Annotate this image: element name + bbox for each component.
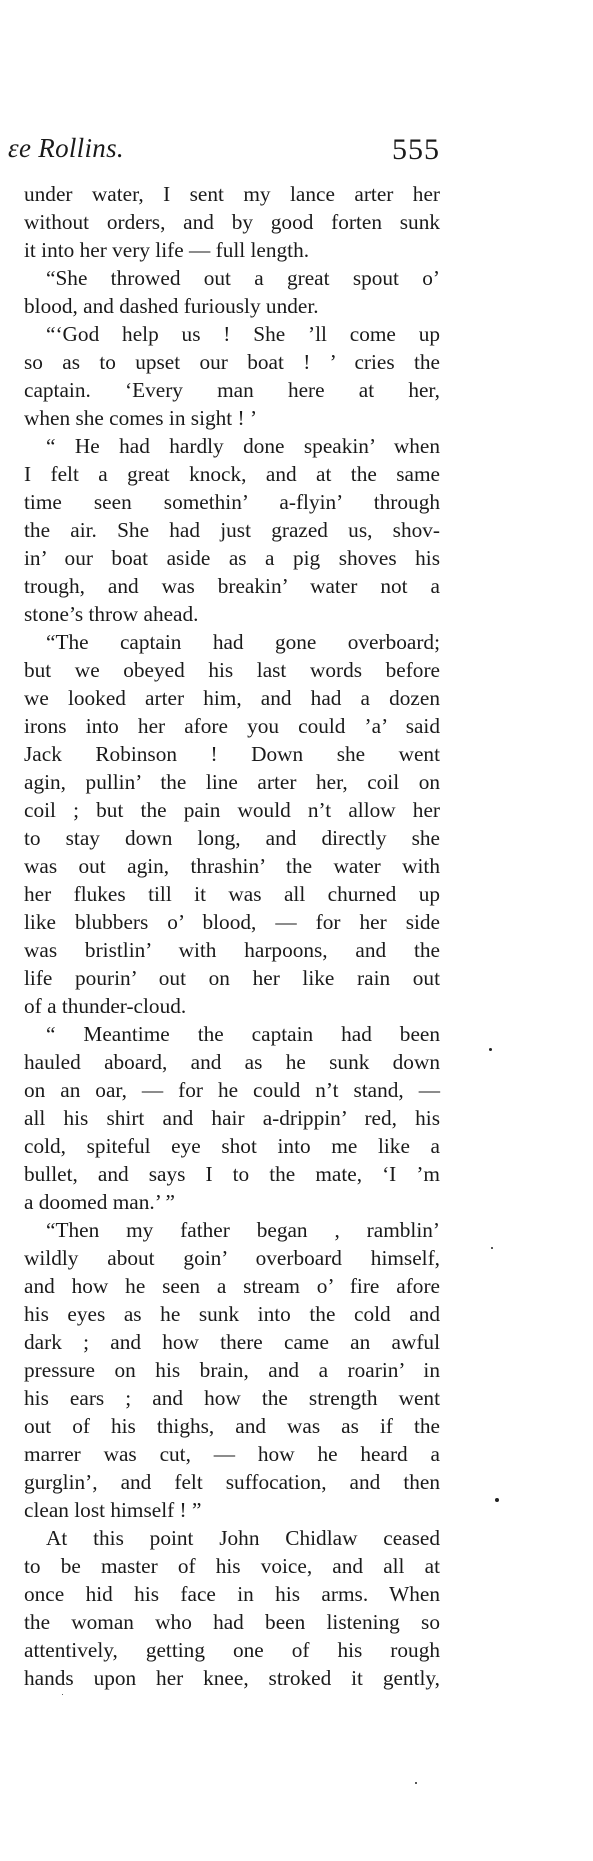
text-line: of a thunder-cloud. — [24, 994, 187, 1018]
text-line: all his shirt and hair a-drippin’ red, his — [24, 1106, 440, 1130]
text-line: was bristlin’ with harpoons, and the — [24, 938, 440, 962]
text-line: hands upon her knee, stroked it gently, — [24, 1666, 440, 1690]
text-line: out of his thighs, and was as if the — [24, 1414, 440, 1438]
scan-speck — [62, 1694, 63, 1695]
text-line: without orders, and by good forten sunk — [24, 210, 440, 234]
text-line: “ He had hardly done speakin’ when — [46, 434, 440, 458]
text-line: the air. She had just grazed us, shov- — [24, 518, 440, 542]
text-line: blood, and dashed furiously under. — [24, 294, 319, 318]
text-line: so as to upset our boat ! ’ cries the — [24, 350, 440, 374]
text-line: captain. ‘Every man here at her, — [24, 378, 440, 402]
text-line: “She throwed out a great spout o’ — [46, 266, 440, 290]
text-line: once hid his face in his arms. When — [24, 1582, 440, 1606]
text-line: hauled aboard, and as he sunk down — [24, 1050, 440, 1074]
text-line: his eyes as he sunk into the cold and — [24, 1302, 440, 1326]
text-line: to be master of his voice, and all at — [24, 1554, 440, 1578]
text-line: was out agin, thrashin’ the water with — [24, 854, 440, 878]
text-line: stone’s throw ahead. — [24, 602, 199, 626]
text-line: irons into her afore you could ’a’ said — [24, 714, 440, 738]
text-line: her flukes till it was all churned up — [24, 882, 440, 906]
text-line: pressure on his brain, and a roarin’ in — [24, 1358, 440, 1382]
text-line: “‘God help us ! She ’ll come up — [46, 322, 440, 346]
text-line: bullet, and says I to the mate, ‘I ’m — [24, 1162, 440, 1186]
scan-speck — [495, 1498, 499, 1502]
text-line: like blubbers o’ blood, — for her side — [24, 910, 440, 934]
body-text — [24, 180, 440, 1692]
text-line: “Then my father began , ramblin’ — [46, 1218, 440, 1242]
running-title: ɛe Rollins. — [8, 133, 124, 163]
text-line: under water, I sent my lance arter her — [24, 182, 440, 206]
text-line: attentively, getting one of his rough — [24, 1638, 440, 1662]
text-line: coil ; but the pain would n’t allow her — [24, 798, 440, 822]
text-line: and how he seen a stream o’ fire afore — [24, 1274, 440, 1298]
text-line: cold, spiteful eye shot into me like a — [24, 1134, 440, 1158]
scan-speck — [415, 1782, 417, 1784]
text-line: clean lost himself ! ” — [24, 1498, 202, 1522]
text-line: his ears ; and how the strength went — [24, 1386, 440, 1410]
text-line: gurglin’, and felt suffocation, and then — [24, 1470, 440, 1494]
text-line: wildly about goin’ overboard himself, — [24, 1246, 440, 1270]
text-line: a doomed man.’ ” — [24, 1190, 175, 1214]
scan-speck — [489, 1048, 492, 1051]
running-head — [0, 133, 440, 173]
text-line: At this point John Chidlaw ceased — [46, 1526, 440, 1550]
text-line: on an oar, — for he could n’t stand, — — [24, 1078, 440, 1102]
text-line: when she comes in sight ! ’ — [24, 406, 258, 430]
text-line: Jack Robinson ! Down she went — [24, 742, 440, 766]
text-line: agin, pullin’ the line arter her, coil on — [24, 770, 440, 794]
scan-speck — [491, 1247, 493, 1249]
text-line: dark ; and how there came an awful — [24, 1330, 440, 1354]
page-number: 555 — [392, 133, 440, 166]
text-line: to stay down long, and directly she — [24, 826, 440, 850]
text-line: trough, and was breakin’ water not a — [24, 574, 440, 598]
text-line: life pourin’ out on her like rain out — [24, 966, 440, 990]
text-line: but we obeyed his last words before — [24, 658, 440, 682]
text-line: marrer was cut, — how he heard a — [24, 1442, 440, 1466]
text-line: “The captain had gone overboard; — [46, 630, 440, 654]
text-line: in’ our boat aside as a pig shoves his — [24, 546, 440, 570]
text-line: the woman who had been listening so — [24, 1610, 440, 1634]
text-line: time seen somethin’ a-flyin’ through — [24, 490, 440, 514]
text-line: it into her very life — full length. — [24, 238, 310, 262]
text-line: “ Meantime the captain had been — [46, 1022, 440, 1046]
text-line: we looked arter him, and had a dozen — [24, 686, 440, 710]
text-line: I felt a great knock, and at the same — [24, 462, 440, 486]
